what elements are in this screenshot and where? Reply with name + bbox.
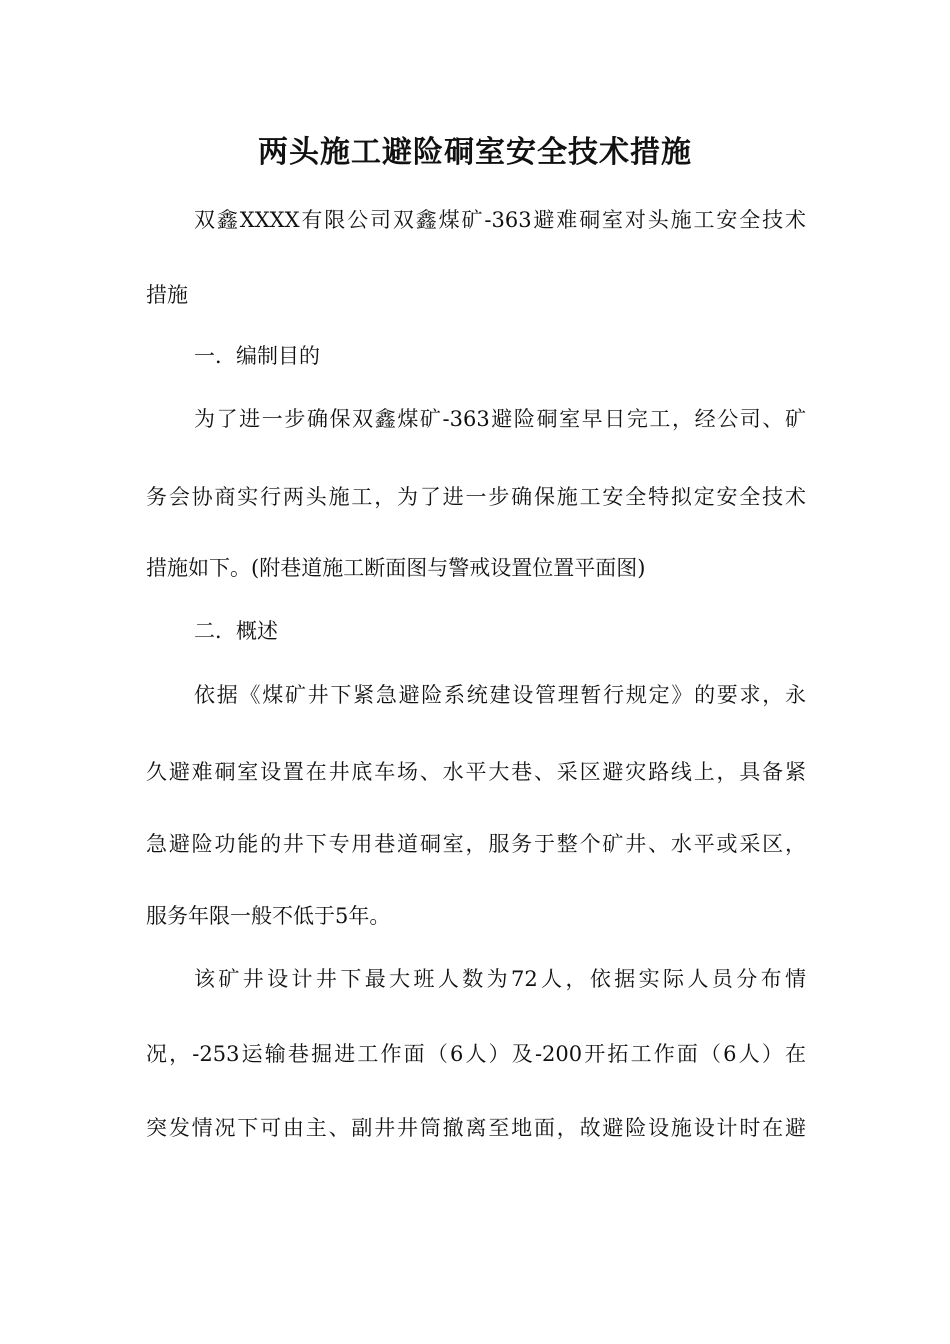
paragraph-line: 措施如下。(附巷道施工断面图与警戒设置位置平面图): [146, 556, 646, 580]
paragraph-line: 服务年限一般不低于5年。: [146, 904, 391, 928]
section-heading-purpose: 一．编制目的: [194, 344, 320, 368]
paragraph-line: 务会协商实行两头施工，为了进一步确保施工安全特拟定安全技术: [146, 485, 806, 509]
paragraph-line: 为了进一步确保双鑫煤矿-363避险硐室早日完工，经公司、矿: [194, 407, 806, 431]
paragraph-line: 况，-253运输巷掘进工作面（6人）及-200开拓工作面（6人）在: [146, 1042, 806, 1066]
document-title: 两头施工避险硐室安全技术措施: [258, 135, 692, 170]
paragraph-line: 该矿井设计井下最大班人数为72人，依据实际人员分布情: [194, 967, 806, 991]
paragraph-line: 突发情况下可由主、副井井筒撤离至地面，故避险设施设计时在避: [146, 1116, 806, 1140]
paragraph-line: 急避险功能的井下专用巷道硐室，服务于整个矿井、水平或采区，: [146, 832, 806, 856]
heading-subtitle-line-1: 双鑫XXXX有限公司双鑫煤矿-363避难硐室对头施工安全技术: [194, 208, 806, 232]
section-heading-overview: 二．概述: [194, 619, 278, 643]
paragraph-line: 依据《煤矿井下紧急避险系统建设管理暂行规定》的要求，永: [194, 683, 806, 707]
paragraph-line: 久避难硐室设置在井底车场、水平大巷、采区避灾路线上，具备紧: [146, 760, 806, 784]
heading-subtitle-line-2: 措施: [146, 283, 188, 307]
